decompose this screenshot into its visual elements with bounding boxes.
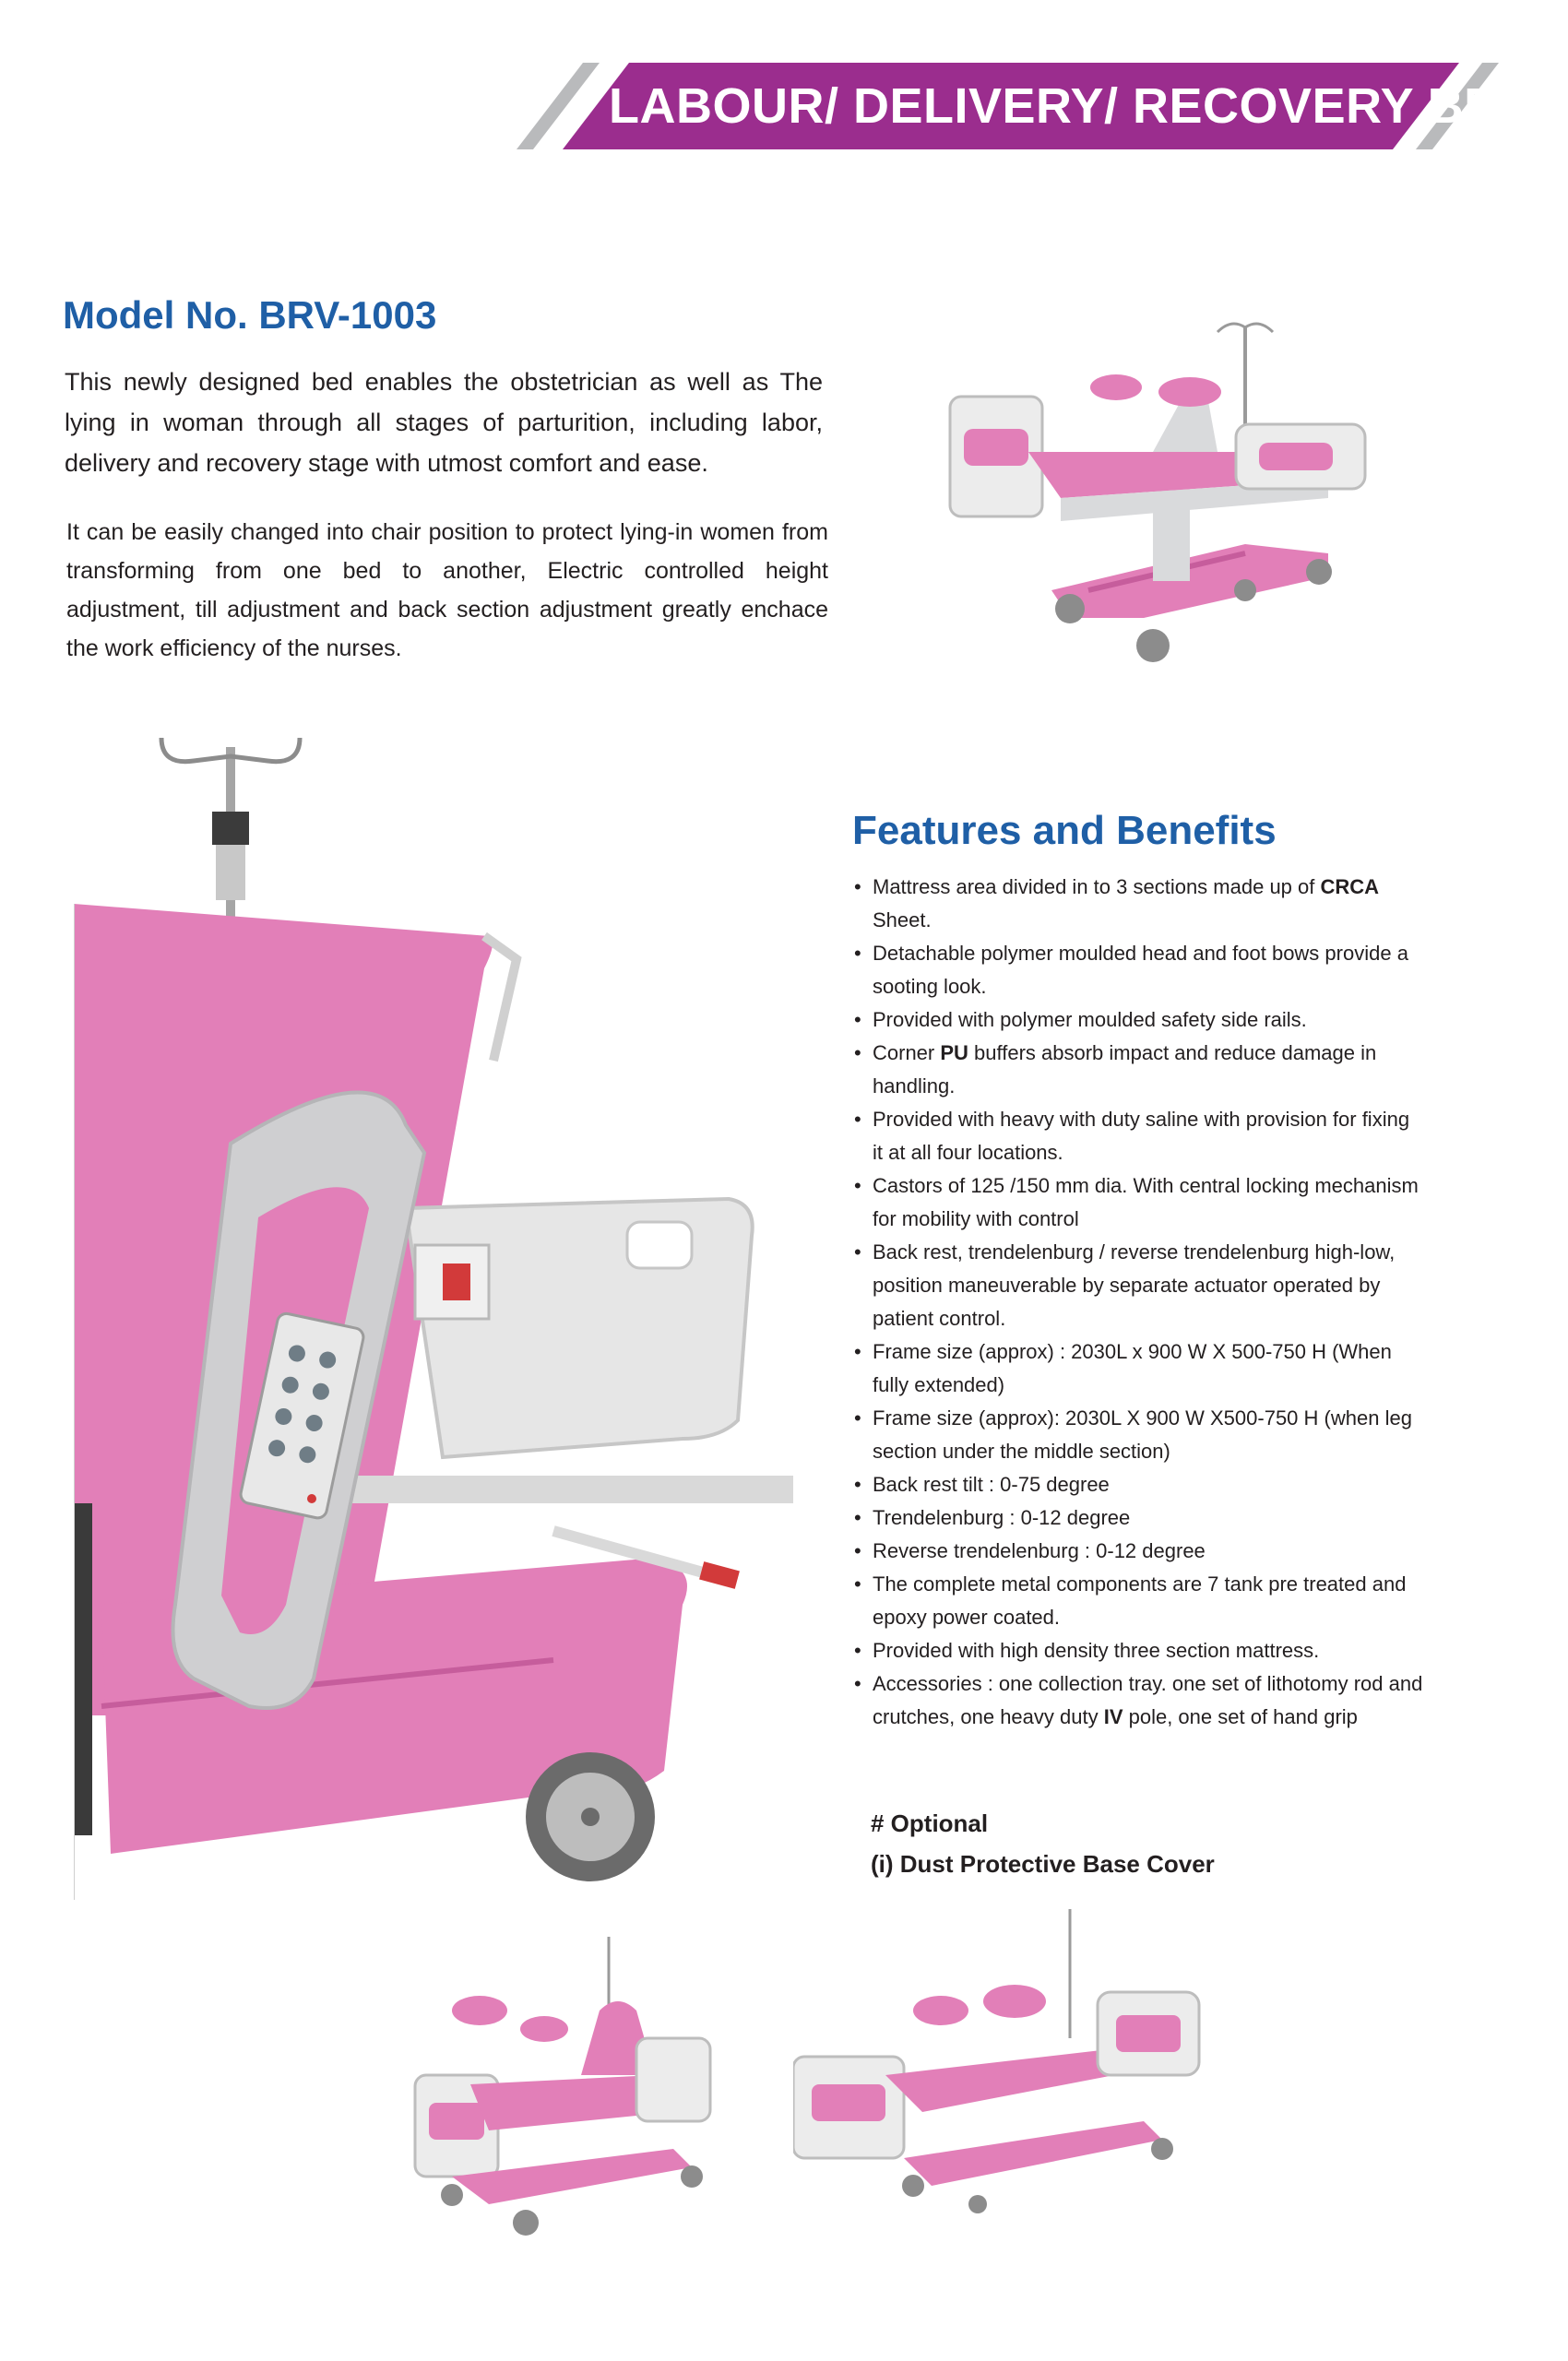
header-banner bbox=[517, 55, 1535, 159]
optional-item: (i) Dust Protective Base Cover bbox=[871, 1850, 1215, 1878]
delivery-bed-flat-icon bbox=[793, 1909, 1218, 2213]
feature-item: • Corner PU buffers absorb impact and reduce damage in handling. bbox=[852, 1037, 1424, 1103]
feature-item: • Reverse trendelenburg : 0-12 degree bbox=[852, 1535, 1424, 1568]
bed-photo-top-right bbox=[941, 314, 1402, 682]
optional-section bbox=[871, 1803, 1215, 1884]
model-number: Model No. BRV-1003 bbox=[63, 293, 437, 337]
feature-item: • Provided with polymer moulded safety side rails. bbox=[852, 1003, 1424, 1037]
features-list bbox=[852, 871, 1424, 1734]
bed-photo-closeup bbox=[74, 719, 793, 1918]
page-title: LABOUR/ DELIVERY/ RECOVERY BED bbox=[609, 78, 1535, 134]
delivery-bed-icon bbox=[941, 314, 1402, 682]
feature-item: • Back rest, trendelenburg / reverse trendelenburg high-low, position maneuverable by separate actuator operated by patient control. bbox=[852, 1236, 1424, 1335]
feature-item: • Trendelenburg : 0-12 degree bbox=[852, 1501, 1424, 1535]
feature-item: • Back rest tilt : 0-75 degree bbox=[852, 1468, 1424, 1501]
feature-item: • Mattress area divided in to 3 sections made up of CRCA Sheet. bbox=[852, 871, 1424, 937]
delivery-bed-closeup-icon bbox=[74, 719, 793, 1918]
feature-item: • Frame size (approx): 2030L X 900 W X500-750 H (when leg section under the middle section) bbox=[852, 1402, 1424, 1468]
features-heading: Features and Benefits bbox=[852, 808, 1277, 853]
bed-photo-bottom-left bbox=[397, 1937, 756, 2241]
feature-item: • Castors of 125 /150 mm dia. With central locking mechanism for mobility with control bbox=[852, 1169, 1424, 1236]
optional-heading: # Optional bbox=[871, 1809, 989, 1837]
feature-item: • Accessories : one collection tray. one set of lithotomy rod and crutches, one heavy duty IV pole, one set of hand grip bbox=[852, 1667, 1424, 1734]
intro-paragraph-2: It can be easily changed into chair position to protect lying-in women from transforming from one bed to another, Electric controlled height adjustment, till adjustment and back section adjustment greatly enchace the work efficiency of the nurses. bbox=[66, 519, 828, 661]
delivery-bed-chair-icon bbox=[397, 1937, 756, 2241]
feature-item: • Frame size (approx) : 2030L x 900 W X 500-750 H (When fully extended) bbox=[852, 1335, 1424, 1402]
feature-item: • Provided with high density three section mattress. bbox=[852, 1634, 1424, 1667]
bed-photo-bottom-right bbox=[793, 1909, 1218, 2213]
feature-item: • Provided with heavy with duty saline with provision for fixing it at all four locations. bbox=[852, 1103, 1424, 1169]
intro-paragraph-1: This newly designed bed enables the obstetrician as well as The lying in woman through all stages of parturition, including labor, delivery and recovery stage with utmost comfort and ease. bbox=[65, 368, 823, 477]
feature-item: • Detachable polymer moulded head and foot bows provide a sooting look. bbox=[852, 937, 1424, 1003]
feature-item: • The complete metal components are 7 tank pre treated and epoxy power coated. bbox=[852, 1568, 1424, 1634]
